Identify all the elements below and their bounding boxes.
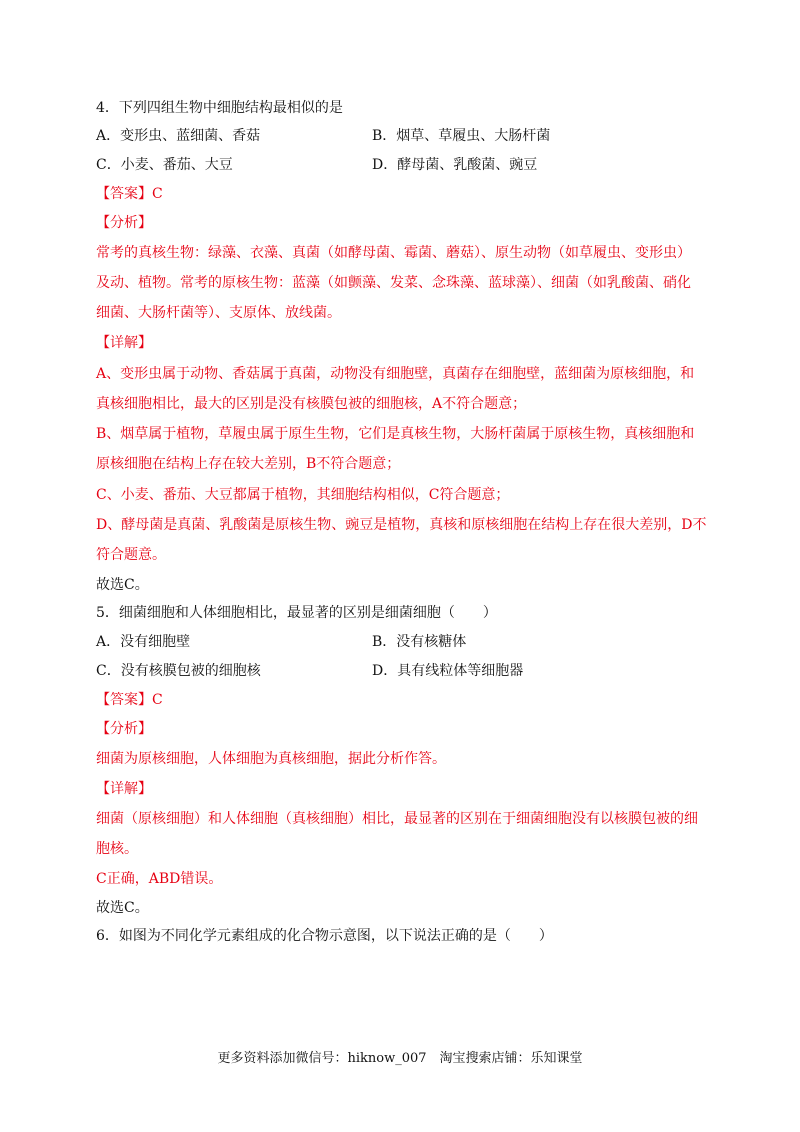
q5-detail-label: 【详解】 <box>96 781 152 797</box>
q5-detail-line: 细菌（原核细胞）和人体细胞（真核细胞）相比，最显著的区别在于细菌细胞没有以核膜包被的细 <box>96 811 698 827</box>
q4-detail-label: 【详解】 <box>96 335 152 351</box>
q5-analysis-label: 【分析】 <box>96 721 152 737</box>
q5-answer: 【答案】C <box>96 692 163 708</box>
q4-analysis-line: 及动、植物。常考的原核生物：蓝藻（如颤藻、发菜、念珠藻、蓝球藻）、细菌（如乳酸菌、硝化 <box>96 275 691 291</box>
q4-detail-line: A、变形虫属于动物、香菇属于真菌，动物没有细胞壁，真菌存在细胞壁，蓝细菌为原核细胞，和 <box>96 366 695 382</box>
q4-option-d: D．酵母菌、乳酸菌、豌豆 <box>372 157 538 173</box>
q5-option-d: D．具有线粒体等细胞器 <box>372 663 524 679</box>
q6-stem: 6．如图为不同化学元素组成的化合物示意图，以下说法正确的是（ ） <box>96 928 553 944</box>
q5-stem: 5．细菌细胞和人体细胞相比，最显著的区别是细菌细胞（ ） <box>96 605 497 621</box>
q4-detail-line: 原核细胞在结构上存在较大差别，B不符合题意； <box>96 456 401 472</box>
q5-detail-line: C正确，ABD错误。 <box>96 871 223 887</box>
q4-analysis-line: 常考的真核生物：绿藻、衣藻、真菌（如酵母菌、霉菌、蘑菇）、原生动物（如草履虫、变形虫） <box>96 245 691 261</box>
q4-conclusion: 故选C。 <box>96 577 149 593</box>
q5-option-b: B．没有核糖体 <box>372 634 467 650</box>
q4-option-b: B．烟草、草履虫、大肠杆菌 <box>372 128 551 144</box>
q4-detail-line: B、烟草属于植物，草履虫属于原生生物，它们是真核生物，大肠杆菌属于原核生物，真核细胞和 <box>96 426 695 442</box>
q4-detail-line: 符合题意。 <box>96 547 166 563</box>
q5-option-a: A．没有细胞壁 <box>96 634 191 650</box>
q4-stem: 4．下列四组生物中细胞结构最相似的是 <box>96 100 343 116</box>
q4-detail-line: D、酵母菌是真菌、乳酸菌是原核生物、豌豆是植物，真核和原核细胞在结构上存在很大差别，D不 <box>96 517 707 533</box>
q5-option-c: C．没有核膜包被的细胞核 <box>96 663 261 679</box>
q4-detail-line: 真核细胞相比，最大的区别是没有核膜包被的细胞核，A不符合题意； <box>96 396 527 412</box>
q5-detail-line: 胞核。 <box>96 841 138 857</box>
q4-answer: 【答案】C <box>96 186 163 202</box>
q5-conclusion: 故选C。 <box>96 900 149 916</box>
q4-analysis-label: 【分析】 <box>96 215 152 231</box>
q5-analysis-line: 细菌为原核细胞，人体细胞为真核细胞，据此分析作答。 <box>96 751 446 767</box>
q4-analysis-line: 细菌、大肠杆菌等）、支原体、放线菌。 <box>96 305 341 321</box>
page-footer: 更多资料添加微信号：hiknow_007 淘宝搜索店铺：乐知课堂 <box>217 1051 583 1066</box>
q4-detail-line: C、小麦、番茄、大豆都属于植物，其细胞结构相似，C符合题意； <box>96 487 510 503</box>
q4-option-c: C．小麦、番茄、大豆 <box>96 157 233 173</box>
q4-option-a: A．变形虫、蓝细菌、香菇 <box>96 128 261 144</box>
